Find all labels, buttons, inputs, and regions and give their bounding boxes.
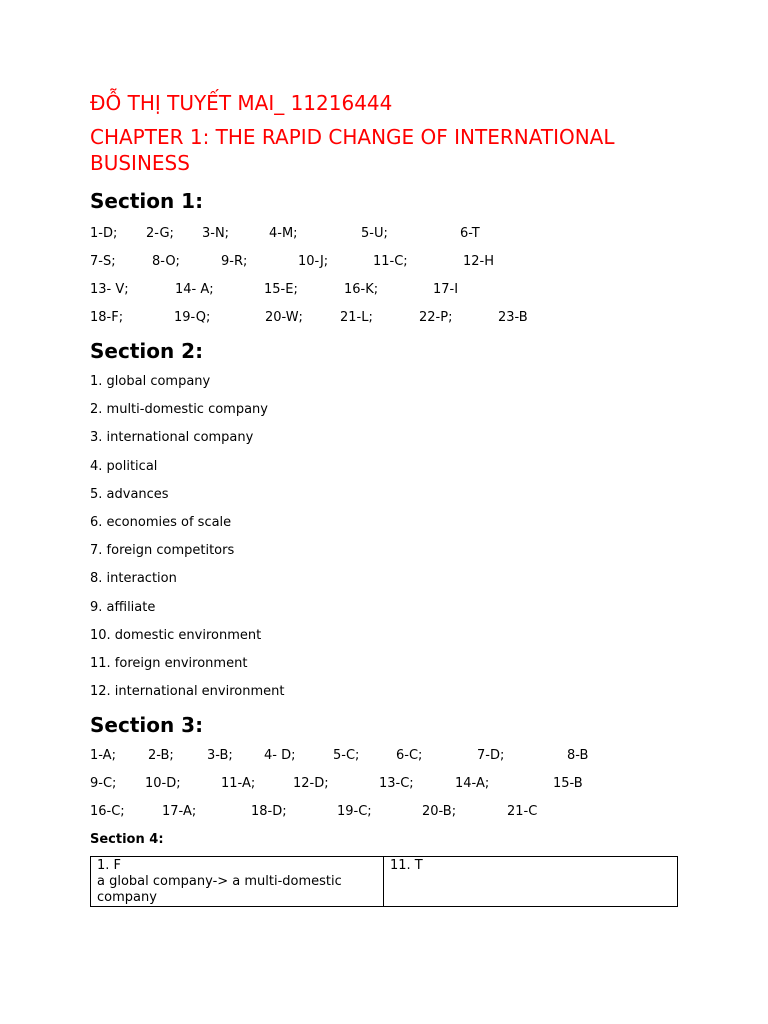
list-item: 2. multi-domestic company: [90, 402, 268, 418]
section1-row: [90, 276, 680, 304]
answer: 12-H: [463, 254, 495, 269]
answer: 14-A;: [455, 776, 490, 792]
answer: 11-A;: [221, 776, 256, 792]
list-item: 8. interaction: [90, 571, 177, 587]
section1-heading: Section 1:: [90, 189, 204, 213]
answer: 6-C;: [396, 748, 423, 764]
list-item: 6. economies of scale: [90, 514, 232, 530]
answer: 6-T: [460, 226, 480, 241]
answer: 7-D;: [477, 748, 505, 764]
cell-answer: 1. F: [97, 858, 122, 874]
section3-answers: [90, 742, 680, 826]
answer: 21-L;: [340, 310, 373, 325]
table-cell: [91, 857, 384, 907]
section2-heading: Section 2:: [90, 339, 204, 363]
table-row: [91, 857, 678, 907]
answer: 5-C;: [333, 748, 360, 764]
answer: 13- V;: [90, 282, 129, 297]
list-item: 4. political: [90, 458, 158, 474]
answer: 16-K;: [344, 282, 379, 297]
section4-heading: Section 4:: [90, 832, 164, 848]
answer: 1-D;: [90, 226, 118, 241]
answer: 23-B: [498, 310, 528, 325]
answer: 20-W;: [265, 310, 303, 325]
section1-row: [90, 220, 680, 248]
answer: 3-B;: [207, 748, 233, 764]
section2-list: [90, 368, 680, 706]
section4-table: [90, 856, 678, 907]
answer: 14- A;: [175, 282, 214, 297]
document-page: [90, 90, 680, 907]
section3-row: [90, 770, 680, 798]
table-cell: [384, 857, 678, 907]
answer: 19-Q;: [174, 310, 211, 325]
list-item: 5. advances: [90, 486, 169, 502]
answer: 18-F;: [90, 310, 124, 325]
answer: 4- D;: [264, 748, 296, 764]
answer: 11-C;: [373, 254, 408, 269]
list-item: 7. foreign competitors: [90, 543, 235, 559]
list-item: 12. international environment: [90, 684, 285, 700]
answer: 2-B;: [148, 748, 174, 764]
answer: 15-E;: [264, 282, 298, 297]
answer: 18-D;: [251, 804, 287, 820]
cell-correction: a global company-> a multi-domestic company: [97, 874, 342, 906]
section3-row: [90, 798, 680, 826]
list-item: 11. foreign environment: [90, 655, 248, 671]
answer: 3-N;: [202, 226, 230, 241]
cell-answer: 11. T: [390, 858, 423, 874]
answer: 2-G;: [146, 226, 174, 241]
answer: 20-B;: [422, 804, 457, 820]
answer: 10-D;: [145, 776, 181, 792]
answer: 8-O;: [152, 254, 180, 269]
answer: 8-B: [567, 748, 589, 764]
answer: 16-C;: [90, 804, 125, 820]
answer: 19-C;: [337, 804, 372, 820]
answer: 22-P;: [419, 310, 453, 325]
author-line: ĐỖ THỊ TUYẾT MAI_ 11216444: [90, 91, 393, 115]
answer: 5-U;: [361, 226, 388, 241]
answer: 21-C: [507, 804, 538, 820]
list-item: 3. international company: [90, 430, 254, 446]
list-item: 1. global company: [90, 374, 211, 389]
answer: 10-J;: [298, 254, 329, 269]
list-item: 9. affiliate: [90, 599, 156, 615]
answer: 1-A;: [90, 748, 116, 764]
chapter-title: CHAPTER 1: THE RAPID CHANGE OF INTERNATIONAL BUSINESS: [90, 125, 615, 175]
answer: 9-C;: [90, 776, 117, 792]
section3-row: [90, 742, 680, 770]
answer: 17-A;: [162, 804, 197, 820]
answer: 12-D;: [293, 776, 329, 792]
section1-row: [90, 304, 680, 332]
section3-heading: Section 3:: [90, 713, 204, 738]
section1-answers: [90, 220, 680, 332]
answer: 15-B: [553, 776, 583, 792]
section1-row: [90, 248, 680, 276]
list-item: 10. domestic environment: [90, 627, 262, 643]
answer: 17-I: [433, 282, 459, 297]
answer: 7-S;: [90, 254, 116, 269]
answer: 13-C;: [379, 776, 414, 792]
answer: 4-M;: [269, 226, 298, 241]
answer: 9-R;: [221, 254, 248, 269]
